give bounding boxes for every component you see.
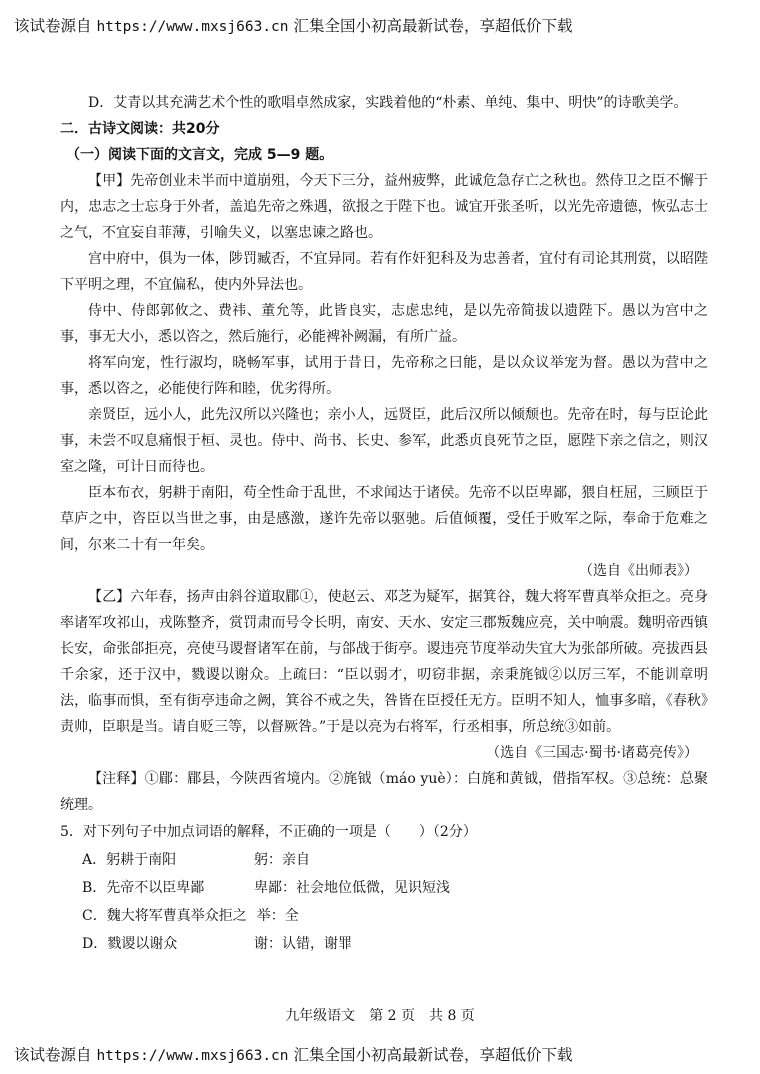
banner-right-text: 汇集全国小初高最新试卷，享超低价下载 [293, 17, 573, 35]
option-d-paragraph: D．艾青以其充满艺术个性的歌唱卓然成家，实践着他的“朴素、单纯、集中、明快”的诗歌美学。 [88, 95, 688, 111]
option-text: D．戮谡以谢众 [82, 936, 178, 952]
yi-source: （选自《三国志·蜀书·诸葛亮传》） [486, 745, 698, 761]
jia-paragraph: 臣本布衣，躬耕于南阳，苟全性命于乱世，不求闻达于诸侯。先帝不以臣卑鄙，猥自枉屈，三顾臣于草庐之中，咨臣以当世之事，由是感激，遂许先帝以驱驰。后值倾覆，受任于败军之际，奉命于危难之间，尔来二十有一年矣。 [60, 485, 708, 553]
banner-right-text: 汇集全国小初高最新试卷，享超低价下载 [293, 1046, 573, 1064]
banner-left-text: 该试卷源自 [14, 1046, 92, 1064]
part-title: （一）阅读下面的文言文，完成 5—9 题。 [66, 147, 334, 163]
section-title: 二．古诗文阅读：共20分 [60, 121, 220, 137]
option-text: A．躬耕于南阳 [82, 852, 177, 868]
option-gloss: 举：全 [256, 908, 299, 924]
jia-paragraph: 将军向宠，性行淑均，晓畅军事，试用于昔日，先帝称之曰能，是以众议举宠为督。愚以为营中之事，悉以咨之，必能使行阵和睦，优劣得所。 [60, 355, 708, 397]
jia-paragraph: 【甲】先帝创业未半而中道崩殂，今天下三分，益州疲弊，此诚危急存亡之秋也。然侍卫之臣不懈于内，忠志之士忘身于外者，盖追先帝之殊遇，欲报之于陛下也。诚宜开张圣听，以光先帝遗德，恢弘志士之气，不宜妄自菲薄，引喻失义，以塞忠谏之路也。 [60, 173, 708, 241]
banner-url[interactable]: https://www.mxsj663.cn [96, 1048, 289, 1064]
question-option [60, 930, 708, 958]
question-5-stem: 5．对下列句子中加点词语的解释，不正确的一项是（ ）（2分） [60, 824, 477, 840]
option-gloss: 谢：认错，谢罪 [254, 936, 352, 952]
page-footer: 九年级语文 第 2 页 共 8 页 [285, 1008, 475, 1024]
jia-paragraph: 宫中府中，俱为一体，陟罚臧否，不宜异同。若有作奸犯科及为忠善者，宜付有司论其刑赏，以昭陛下平明之理，不宜偏私，使内外异法也。 [60, 251, 708, 293]
option-text: B．先帝不以臣卑鄙 [82, 880, 205, 896]
bottom-banner [14, 1043, 754, 1065]
top-banner [14, 14, 754, 36]
question-option [60, 846, 708, 874]
option-text: C．魏大将军曹真举众拒之 [82, 908, 247, 924]
jia-paragraph: 侍中、侍郎郭攸之、费祎、董允等，此皆良实，志虑忠纯，是以先帝简拔以遗陛下。愚以为宫中之事，事无大小，悉以咨之，然后施行，必能裨补阙漏，有所广益。 [60, 303, 708, 345]
jia-paragraph: 亲贤臣，远小人，此先汉所以兴隆也；亲小人，远贤臣，此后汉所以倾颓也。先帝在时，每与臣论此事，未尝不叹息痛恨于桓、灵也。侍中、尚书、长史、参军，此悉贞良死节之臣，愿陛下亲之信之，则汉室之隆，可计日而待也。 [60, 407, 708, 475]
banner-left-text: 该试卷源自 [14, 17, 92, 35]
annotation-note: 【注释】①郿：郿县，今陕西省境内。②旄钺（máo yuè）：白旄和黄钺，借指军权。③总统：总聚统理。 [60, 771, 708, 813]
question-option [60, 874, 708, 902]
option-gloss: 卑鄙：社会地位低微，见识短浅 [254, 880, 450, 896]
option-gloss: 躬：亲自 [254, 852, 310, 868]
question-option [60, 902, 708, 930]
yi-paragraph: 【乙】六年春，扬声由斜谷道取郿①，使赵云、邓芝为疑军，据箕谷，魏大将军曹真举众拒之。亮身率诸军攻祁山，戎陈整齐，赏罚肃而号令长明，南安、天水、安定三郡叛魏应亮，关中响震。魏明帝西镇长安，命张郃拒亮，亮使马谡督诸军在前，与郃战于街亭。谡违亮节度举动失宜大为张郃所破。亮拔西县千余家，还于汉中，戮谡以谢众。上疏曰：“臣以弱才，叨窃非据，亲秉旄钺②以厉三军，不能训章明法，临事而惧，至有街亭违命之阙，箕谷不戒之失，咎皆在臣授任无方。臣明不知人，恤事多暗，《春秋》责帅，臣职是当。请自贬三等，以督厥咎。”于是以亮为右将军，行丞相事，所总统③如前。 [60, 589, 708, 735]
page-content [60, 90, 708, 958]
jia-source: （选自《出师表》） [579, 563, 698, 579]
banner-url[interactable]: https://www.mxsj663.cn [96, 19, 289, 35]
